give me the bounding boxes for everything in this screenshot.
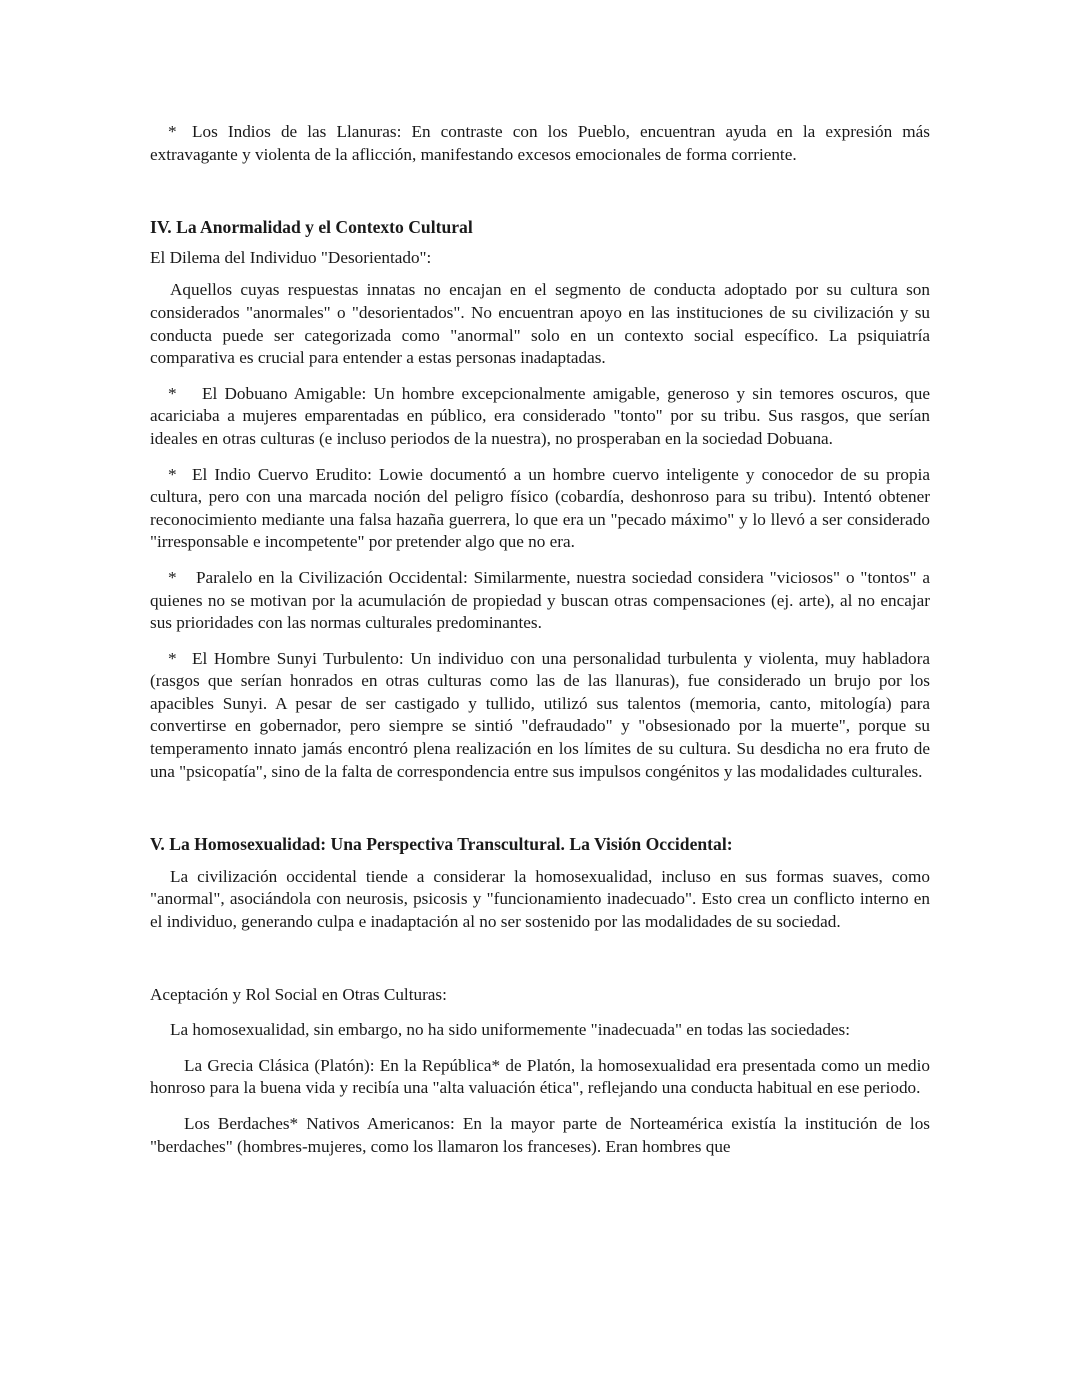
bullet-marker: * [168, 567, 177, 587]
section-5-paragraph: La civilización occidental tiende a considerar la homosexualidad, incluso en sus formas suaves, como "anormal", asociándola con neurosis, psicosis y "funcionamiento inadecuado". Esto crea un conflicto interno en el individuo, generando culpa e inadaptación al no ser sostenido por las modalidades de su sociedad. [150, 866, 930, 932]
bullet-text: Paralelo en la Civilización Occidental: Similarmente, nuestra sociedad considera "viciosos" o "tontos" a quienes no se motivan por la acumulación de propiedad y buscan otras compensaciones (ej. arte), al no encajar sus prioridades con las normas culturales predominantes. [150, 567, 930, 633]
bullet-marker: * [168, 464, 177, 484]
bullet-indio-cuervo [150, 464, 930, 554]
bullet-marker: * [168, 648, 177, 668]
bullet-marker: * [168, 122, 177, 141]
section-5-heading: V. La Homosexualidad: Una Perspectiva Transcultural. La Visión Occidental: [150, 834, 733, 855]
section-4-paragraph: Aquellos cuyas respuestas innatas no encajan en el segmento de conducta adoptado por su cultura son considerados "anormales" o "desorientados". No encuentran apoyo en las instituciones de su civilización y su conducta puede ser categorizada como "anormal" solo en un contexto social específico. La psiquiatría comparativa es crucial para entender a estas personas inadaptadas. [150, 280, 930, 368]
section-5-intro: La homosexualidad, sin embargo, no ha sido uniformemente "inadecuada" en todas las sociedades: [170, 1020, 851, 1040]
item-berdaches: Los Berdaches* Nativos Americanos: En la mayor parte de Norteamérica existía la institución de los "berdaches" (hombres-mujeres, como los llamaron los franceses). Eran hombres que [150, 1114, 930, 1156]
bullet-plains-indians [150, 121, 930, 166]
bullet-sunyi [150, 648, 930, 784]
section-4-heading: IV. La Anormalidad y el Contexto Cultural [150, 217, 473, 238]
item-grecia-clasica: La Grecia Clásica (Platón): En la República* de Platón, la homosexualidad era presentada como un medio honroso para la buena vida y recibía una "alta valuación ética", reflejando una conducta habitual en ese periodo. [150, 1055, 930, 1098]
bullet-text: Los Indios de las Llanuras: En contraste con los Pueblo, encuentran ayuda en la expresión más extravagante y violenta de la aflicción, manifestando excesos emocionales de forma corriente. [150, 122, 930, 164]
bullet-text: El Hombre Sunyi Turbulento: Un individuo con una personalidad turbulenta y violenta, muy habladora (rasgos que serían honrados en otras culturas como las de las llanuras), fue considerado un brujo por los apacibles Sunyi. A pesar de ser castigado y tullido, utilizó sus talentos (memoria, canto, mitología) para convertirse en gobernador, pero siempre se sintió "defraudado" y "obsesionado por la muerte", porque su temperamento innato jamás encontró plena realización en los límites de su cultura. Su desdicha no era fruto de una "psicopatía", sino de la falta de correspondencia entre sus impulsos congénitos y las modalidades culturales. [150, 648, 930, 781]
section-4-subheading: El Dilema del Individuo "Desorientado": [150, 247, 432, 267]
bullet-marker: * [168, 383, 177, 403]
bullet-civilizacion-occidental [150, 567, 930, 635]
bullet-dobuano [150, 383, 930, 451]
bullet-text: El Indio Cuervo Erudito: Lowie documentó a un hombre cuervo inteligente y conocedor de su propia cultura, pero con una marcada noción del peligro físico (cobardía, deshonroso para su tribu). Intentó obtener reconocimiento mediante una falsa hazaña guerrera, lo que era un "pecado máximo" y lo llevó a ser considerado "irresponsable e incompetente" por pretender algo que no era. [150, 464, 930, 552]
document-page [150, 121, 930, 1158]
bullet-text: El Dobuano Amigable: Un hombre excepcionalmente amigable, generoso y sin temores oscuros, que acariciaba a mujeres emparentadas en público, era considerado "tonto" por su tribu. Sus rasgos, que serían ideales en otras culturas (e incluso periodos de la nuestra), no prosperaban en la sociedad Dobuana. [150, 383, 930, 448]
section-5-subheading: Aceptación y Rol Social en Otras Culturas: [150, 984, 447, 1004]
